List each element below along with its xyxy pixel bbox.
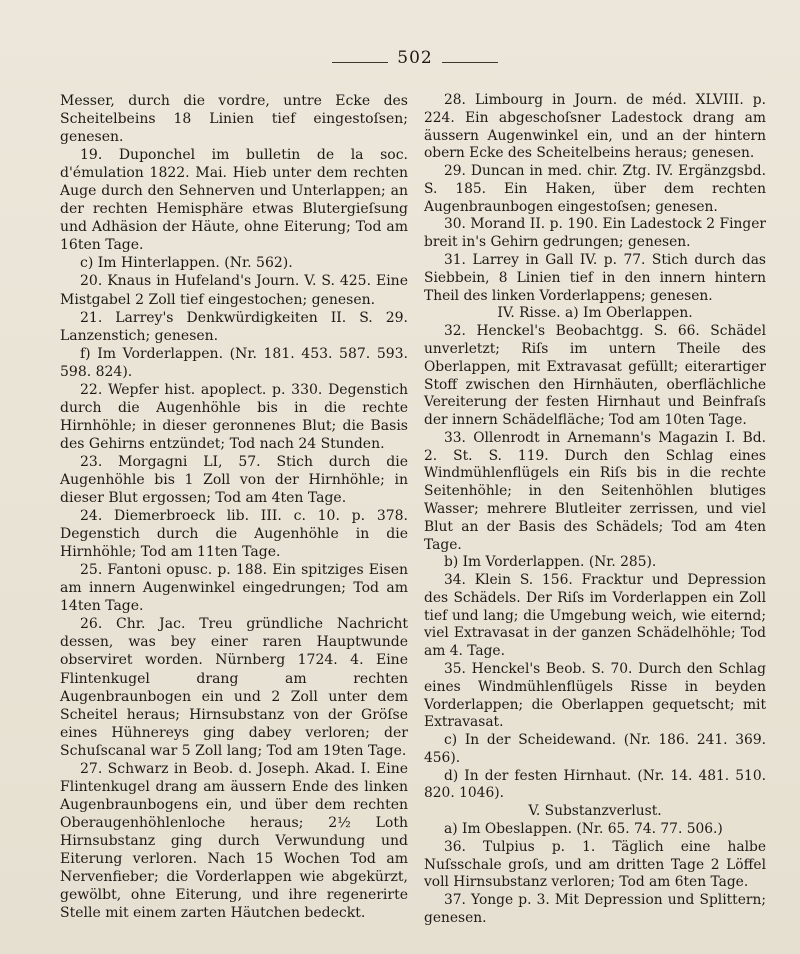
paragraph: 24. Diemerbroeck lib. III. c. 10. p. 378. Degenstich durch die Augenhöhle in die Hirnhöhle; Tod am 11ten Tage. <box>60 508 408 561</box>
paragraph: 31. Larrey in Gall IV. p. 77. Stich durch das Siebbein, 8 Linien tief in den innern hintern Theil des linken Vorderlappens; genesen. <box>424 252 766 304</box>
paragraph: 28. Limbourg in Journ. de méd. XLVIII. p. 224. Ein abgeschoſsner Ladestock drang am äussern Augenwinkel ein, und an der hintern obern Ecke des Scheitelbeins heraus; genesen. <box>424 92 766 162</box>
paragraph: 35. Henckel's Beob. S. 70. Durch den Schlag eines Windmühlenflügels Risse in beyden Vorderlappen; die Oberlappen gequetscht; mit Extravasat. <box>424 661 766 731</box>
paragraph: 21. Larrey's Denkwürdigkeiten II. S. 29. Lanzenstich; genesen. <box>60 309 408 344</box>
paragraph: b) Im Vorderlappen. (Nr. 285). <box>444 554 657 571</box>
paragraph: 22. Wepfer hist. apoplect. p. 330. Degenstich durch die Augenhöhle bis in die rechte Hirnhöhle; in dieser geronnenes Blut; die Basis des Gehirns entzündet; Tod nach 24 Stunden. <box>60 381 408 452</box>
paragraph: 27. Schwarz in Beob. d. Joseph. Akad. I. Eine Flintenkugel drang am äussern Ende des linken Augenbraunbogens ein, und über dem rechten Oberaugenhöhlenloche heraus; 2½ Loth Hirnsubstanz ging durch Verwundung und Eiterung verloren. Nach 15 Wochen Tod am Nervenfieber; die Vorderlappen wie abgekürzt, gewölbt, ohne Eiterung, und ihre regenerirte Stelle mit einem zarten Häutchen bedeckt. <box>60 760 408 922</box>
header-rule-left <box>332 62 388 63</box>
paragraph: 33. Ollenrodt in Arnemann's Magazin I. Bd. 2. St. S. 119. Durch den Schlag eines Windmühlenflügels ein Riſs bis in die rechte Seitenhöhle; in den Seitenhöhlen blutiges Wasser; mehrere Blutleiter zerrissen, und viel Blut an der Basis des Schädels; Tod am 4ten Tage. <box>424 429 766 553</box>
paragraph: 20. Knaus in Hufeland's Journ. V. S. 425. Eine Mistgabel 2 Zoll tief eingestochen; genesen. <box>60 273 408 308</box>
paragraph: Messer, durch die vordre, untre Ecke des Scheitelbeins 18 Linien tief eingestoſsen; genesen. <box>60 93 408 146</box>
page-header <box>0 48 800 72</box>
header-rule-right <box>442 62 498 63</box>
paragraph: c) Im Hinterlappen. (Nr. 562). <box>80 255 293 272</box>
right-column <box>424 92 766 928</box>
paragraph: 23. Morgagni LI, 57. Stich durch die Augenhöhle bis 1 Zoll von der Hirnhöhle; in dieser Blut ergossen; Tod am 4ten Tage. <box>60 453 408 507</box>
page-number: 502 <box>397 48 433 68</box>
paragraph: 29. Duncan in med. chir. Ztg. IV. Ergänzgsbd. S. 185. Ein Haken, über dem rechten Augenbraunbogen eingestoſsen; genesen. <box>424 163 766 215</box>
paragraph: 36. Tulpius p. 1. Täglich eine halbe Nuſsschale groſs, und am dritten Tage 2 Löffel voll Hirnsubstanz verloren; Tod am 6ten Tage. <box>424 838 766 891</box>
left-column <box>60 92 408 922</box>
paragraph: 37. Yonge p. 3. Mit Depression und Splittern; genesen. <box>424 892 766 926</box>
paragraph: 30. Morand II. p. 190. Ein Ladestock 2 Finger breit in's Gehirn gedrungen; genesen. <box>424 216 766 251</box>
paragraph: 25. Fantoni opusc. p. 188. Ein spitziges Eisen am innern Augenwinkel eingedrungen; Tod am 14ten Tage. <box>60 562 408 615</box>
paragraph: f) Im Vorderlappen. (Nr. 181. 453. 587. 593. 598. 824). <box>60 345 408 380</box>
section-heading: IV. Risse. a) Im Oberlappen. <box>497 305 693 322</box>
paragraph: 34. Klein S. 156. Fracktur und Depression des Schädels. Der Riſs im Vorderlappen ein Zoll tief und lang; die Umgebung weich, wie eiternd; viel Extravasat in der ganzen Schädelhöhle; Tod am 4. Tage. <box>424 572 766 660</box>
paragraph: d) In der festen Hirnhaut. (Nr. 14. 481. 510. 820. 1046). <box>424 767 766 802</box>
paragraph: 32. Henckel's Beobachtgg. S. 66. Schädel unverletzt; Riſs im untern Theile des Oberlappen, mit Extravasat gefüllt; eiterartiger Stoff zwischen den Hirnhäuten, oberflächliche Vereiterung der festen Hirnhaut und Beinfraſs der innern Schädelfläche; Tod am 10ten Tage. <box>424 323 766 429</box>
paragraph: a) Im Obeslappen. (Nr. 65. 74. 77. 506.) <box>444 821 723 838</box>
paragraph: c) In der Scheidewand. (Nr. 186. 241. 369. 456). <box>424 732 766 766</box>
paragraph: 26. Chr. Jac. Treu gründliche Nachricht dessen, was bey einer raren Hauptwunde observiret worden. Nürnberg 1724. 4. Eine Flintenkugel drang am rechten Augenbraunbogen ein und 2 Zoll unter dem Scheitel heraus; Hirnsubstanz von der Gröſse eines Hühnereys ging dabey verloren; der Schuſscanal war 5 Zoll lang; Tod am 19ten Tage. <box>60 616 408 759</box>
paragraph: 19. Duponchel im bulletin de la soc. d'émulation 1822. Mai. Hieb unter dem rechten Auge durch den Sehnerven und Unterlappen; an der rechten Hemisphäre etwas Blutergieſsung und Adhäsion der Häute, ohne Eiterung; Tod am 16ten Tage. <box>60 147 408 254</box>
section-heading: V. Substanzverlust. <box>528 803 662 820</box>
